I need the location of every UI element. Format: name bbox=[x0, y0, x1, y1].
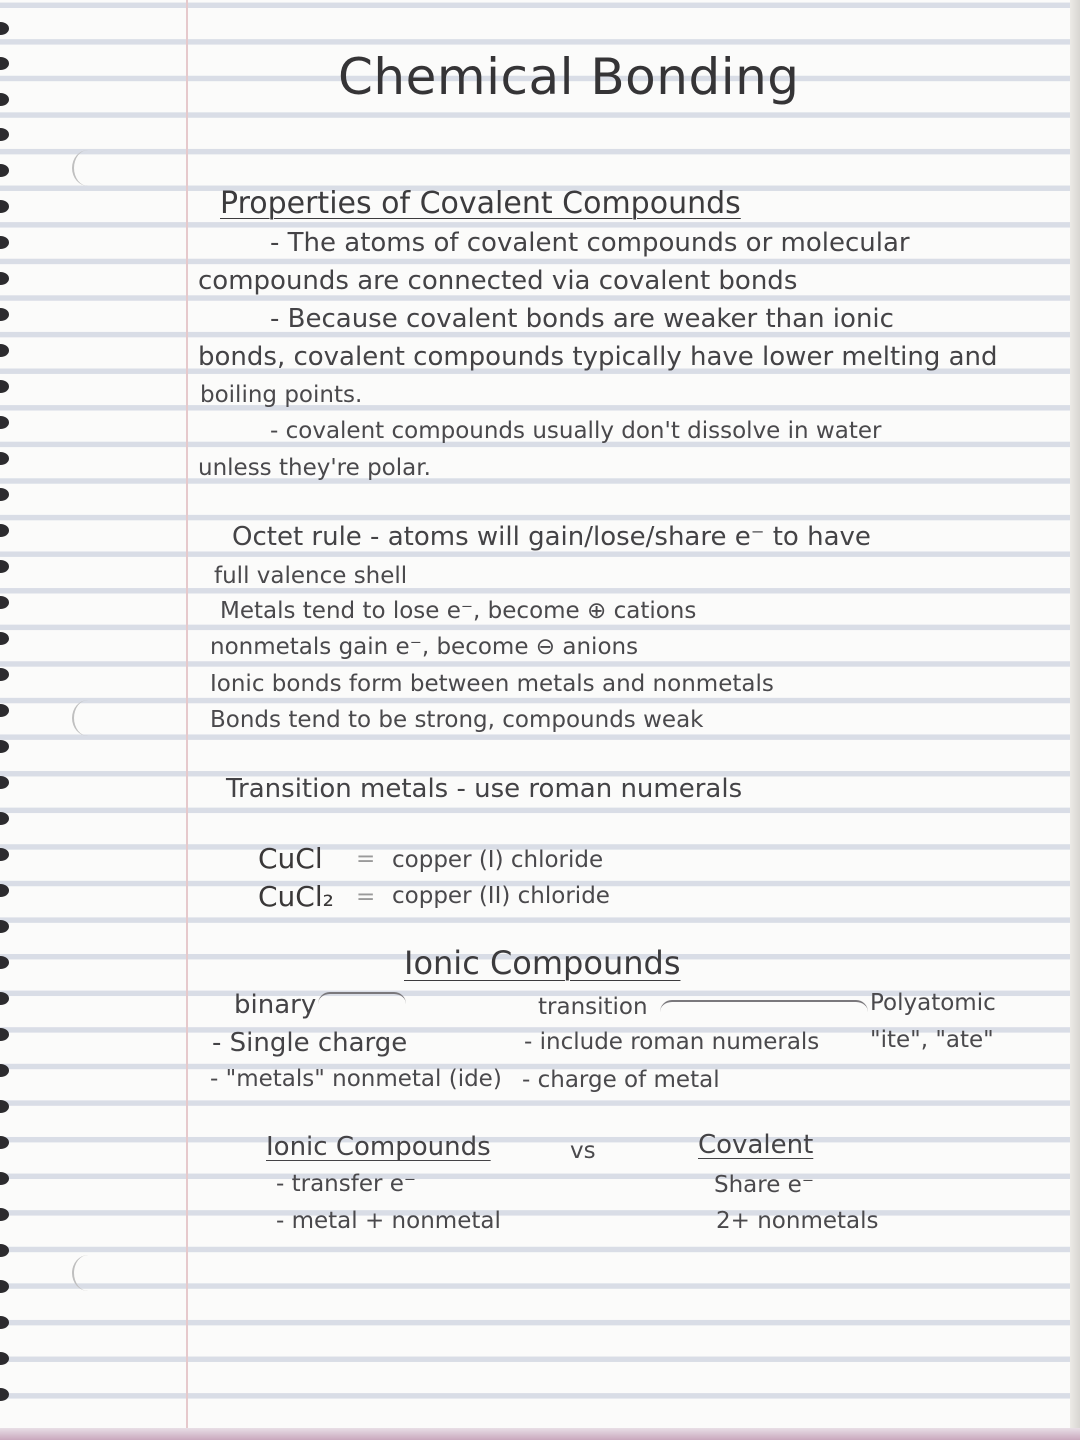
comparison-covalent-heading: Covalent bbox=[698, 1130, 814, 1160]
pencil-mark bbox=[72, 700, 104, 736]
binder-hole bbox=[0, 992, 9, 1005]
comparison-covalent-line: Share e⁻ bbox=[714, 1172, 814, 1198]
binder-hole bbox=[0, 1064, 9, 1077]
binder-hole bbox=[0, 560, 9, 573]
formula-cucl2: CuCl₂ bbox=[258, 880, 334, 913]
covalent-line: bonds, covalent compounds typically have lower melting and bbox=[198, 342, 998, 372]
binder-hole bbox=[0, 200, 9, 213]
polyatomic-label: Polyatomic bbox=[870, 990, 996, 1016]
binder-hole bbox=[0, 22, 9, 35]
binder-hole bbox=[0, 1028, 9, 1041]
name-copper-ii-chloride: copper (II) chloride bbox=[392, 883, 610, 909]
binder-hole bbox=[0, 344, 9, 357]
binder-hole bbox=[0, 57, 9, 70]
binder-hole bbox=[0, 1208, 9, 1221]
covalent-line: compounds are connected via covalent bonds bbox=[198, 266, 798, 296]
comparison-ionic-line: - metal + nonmetal bbox=[276, 1208, 501, 1234]
covalent-line: - Because covalent bonds are weaker than ionic bbox=[270, 304, 894, 334]
comparison-covalent-line: 2+ nonmetals bbox=[716, 1208, 879, 1234]
page-edge bbox=[1070, 0, 1080, 1440]
binder-hole bbox=[0, 1352, 9, 1365]
binder-hole bbox=[0, 380, 9, 393]
binder-hole bbox=[0, 452, 9, 465]
octet-rule-line: full valence shell bbox=[214, 563, 408, 589]
binder-hole bbox=[0, 596, 9, 609]
binder-hole bbox=[0, 128, 9, 141]
binder-hole bbox=[0, 956, 9, 969]
covalent-line: - covalent compounds usually don't dissolve in water bbox=[270, 418, 882, 444]
binder-hole bbox=[0, 848, 9, 861]
binder-hole bbox=[0, 488, 9, 501]
transition-line: - charge of metal bbox=[522, 1067, 720, 1093]
polyatomic-line: "ite", "ate" bbox=[870, 1027, 994, 1053]
branch-line-left bbox=[318, 992, 406, 1004]
binary-line: - Single charge bbox=[212, 1028, 408, 1058]
transition-line: - include roman numerals bbox=[524, 1029, 820, 1055]
binder-hole bbox=[0, 272, 9, 285]
page-title: Chemical Bonding bbox=[338, 48, 800, 106]
pencil-mark bbox=[72, 1255, 104, 1291]
page-bottom-edge bbox=[0, 1428, 1080, 1440]
transition-label: transition bbox=[538, 994, 648, 1020]
binder-hole bbox=[0, 812, 9, 825]
binder-hole bbox=[0, 1244, 9, 1257]
octet-rule-line: Ionic bonds form between metals and nonmetals bbox=[210, 671, 774, 697]
binder-hole bbox=[0, 1136, 9, 1149]
binder-hole bbox=[0, 776, 9, 789]
octet-rule-line: Octet rule - atoms will gain/lose/share e⁻ to have bbox=[232, 522, 871, 552]
binder-hole bbox=[0, 704, 9, 717]
equals-sign: = bbox=[356, 846, 376, 872]
binary-line: - "metals" nonmetal (ide) bbox=[210, 1066, 502, 1092]
branch-line-right bbox=[660, 1000, 868, 1012]
binder-hole bbox=[0, 416, 9, 429]
transition-metals-heading: Transition metals - use roman numerals bbox=[226, 774, 743, 804]
binder-hole bbox=[0, 93, 9, 106]
octet-rule-line: Metals tend to lose e⁻, become ⊕ cations bbox=[220, 598, 697, 624]
comparison-vs: vs bbox=[570, 1138, 596, 1164]
binder-hole bbox=[0, 1316, 9, 1329]
ionic-compounds-heading: Ionic Compounds bbox=[404, 944, 681, 982]
binder-hole bbox=[0, 1388, 9, 1401]
octet-rule-line: nonmetals gain e⁻, become ⊖ anions bbox=[210, 634, 639, 660]
covalent-line: boiling points. bbox=[200, 382, 363, 408]
margin-line bbox=[186, 0, 188, 1440]
comparison-ionic-heading: Ionic Compounds bbox=[266, 1132, 491, 1162]
covalent-line: - The atoms of covalent compounds or molecular bbox=[270, 228, 910, 258]
binary-label: binary bbox=[234, 990, 317, 1020]
binder-hole bbox=[0, 1172, 9, 1185]
pencil-mark bbox=[72, 150, 104, 186]
covalent-line: unless they're polar. bbox=[198, 455, 431, 481]
binder-hole bbox=[0, 524, 9, 537]
binder-hole bbox=[0, 308, 9, 321]
equals-sign: = bbox=[356, 884, 376, 910]
binder-hole bbox=[0, 236, 9, 249]
formula-cucl: CuCl bbox=[258, 842, 323, 875]
binder-hole bbox=[0, 632, 9, 645]
covalent-properties-heading: Properties of Covalent Compounds bbox=[220, 186, 741, 221]
binder-hole bbox=[0, 164, 9, 177]
binder-hole bbox=[0, 668, 9, 681]
comparison-ionic-line: - transfer e⁻ bbox=[276, 1171, 417, 1197]
name-copper-i-chloride: copper (I) chloride bbox=[392, 847, 604, 873]
binder-hole bbox=[0, 884, 9, 897]
binder-hole bbox=[0, 920, 9, 933]
octet-rule-line: Bonds tend to be strong, compounds weak bbox=[210, 707, 704, 733]
binder-hole bbox=[0, 1280, 9, 1293]
binder-hole bbox=[0, 740, 9, 753]
binder-hole bbox=[0, 1100, 9, 1113]
